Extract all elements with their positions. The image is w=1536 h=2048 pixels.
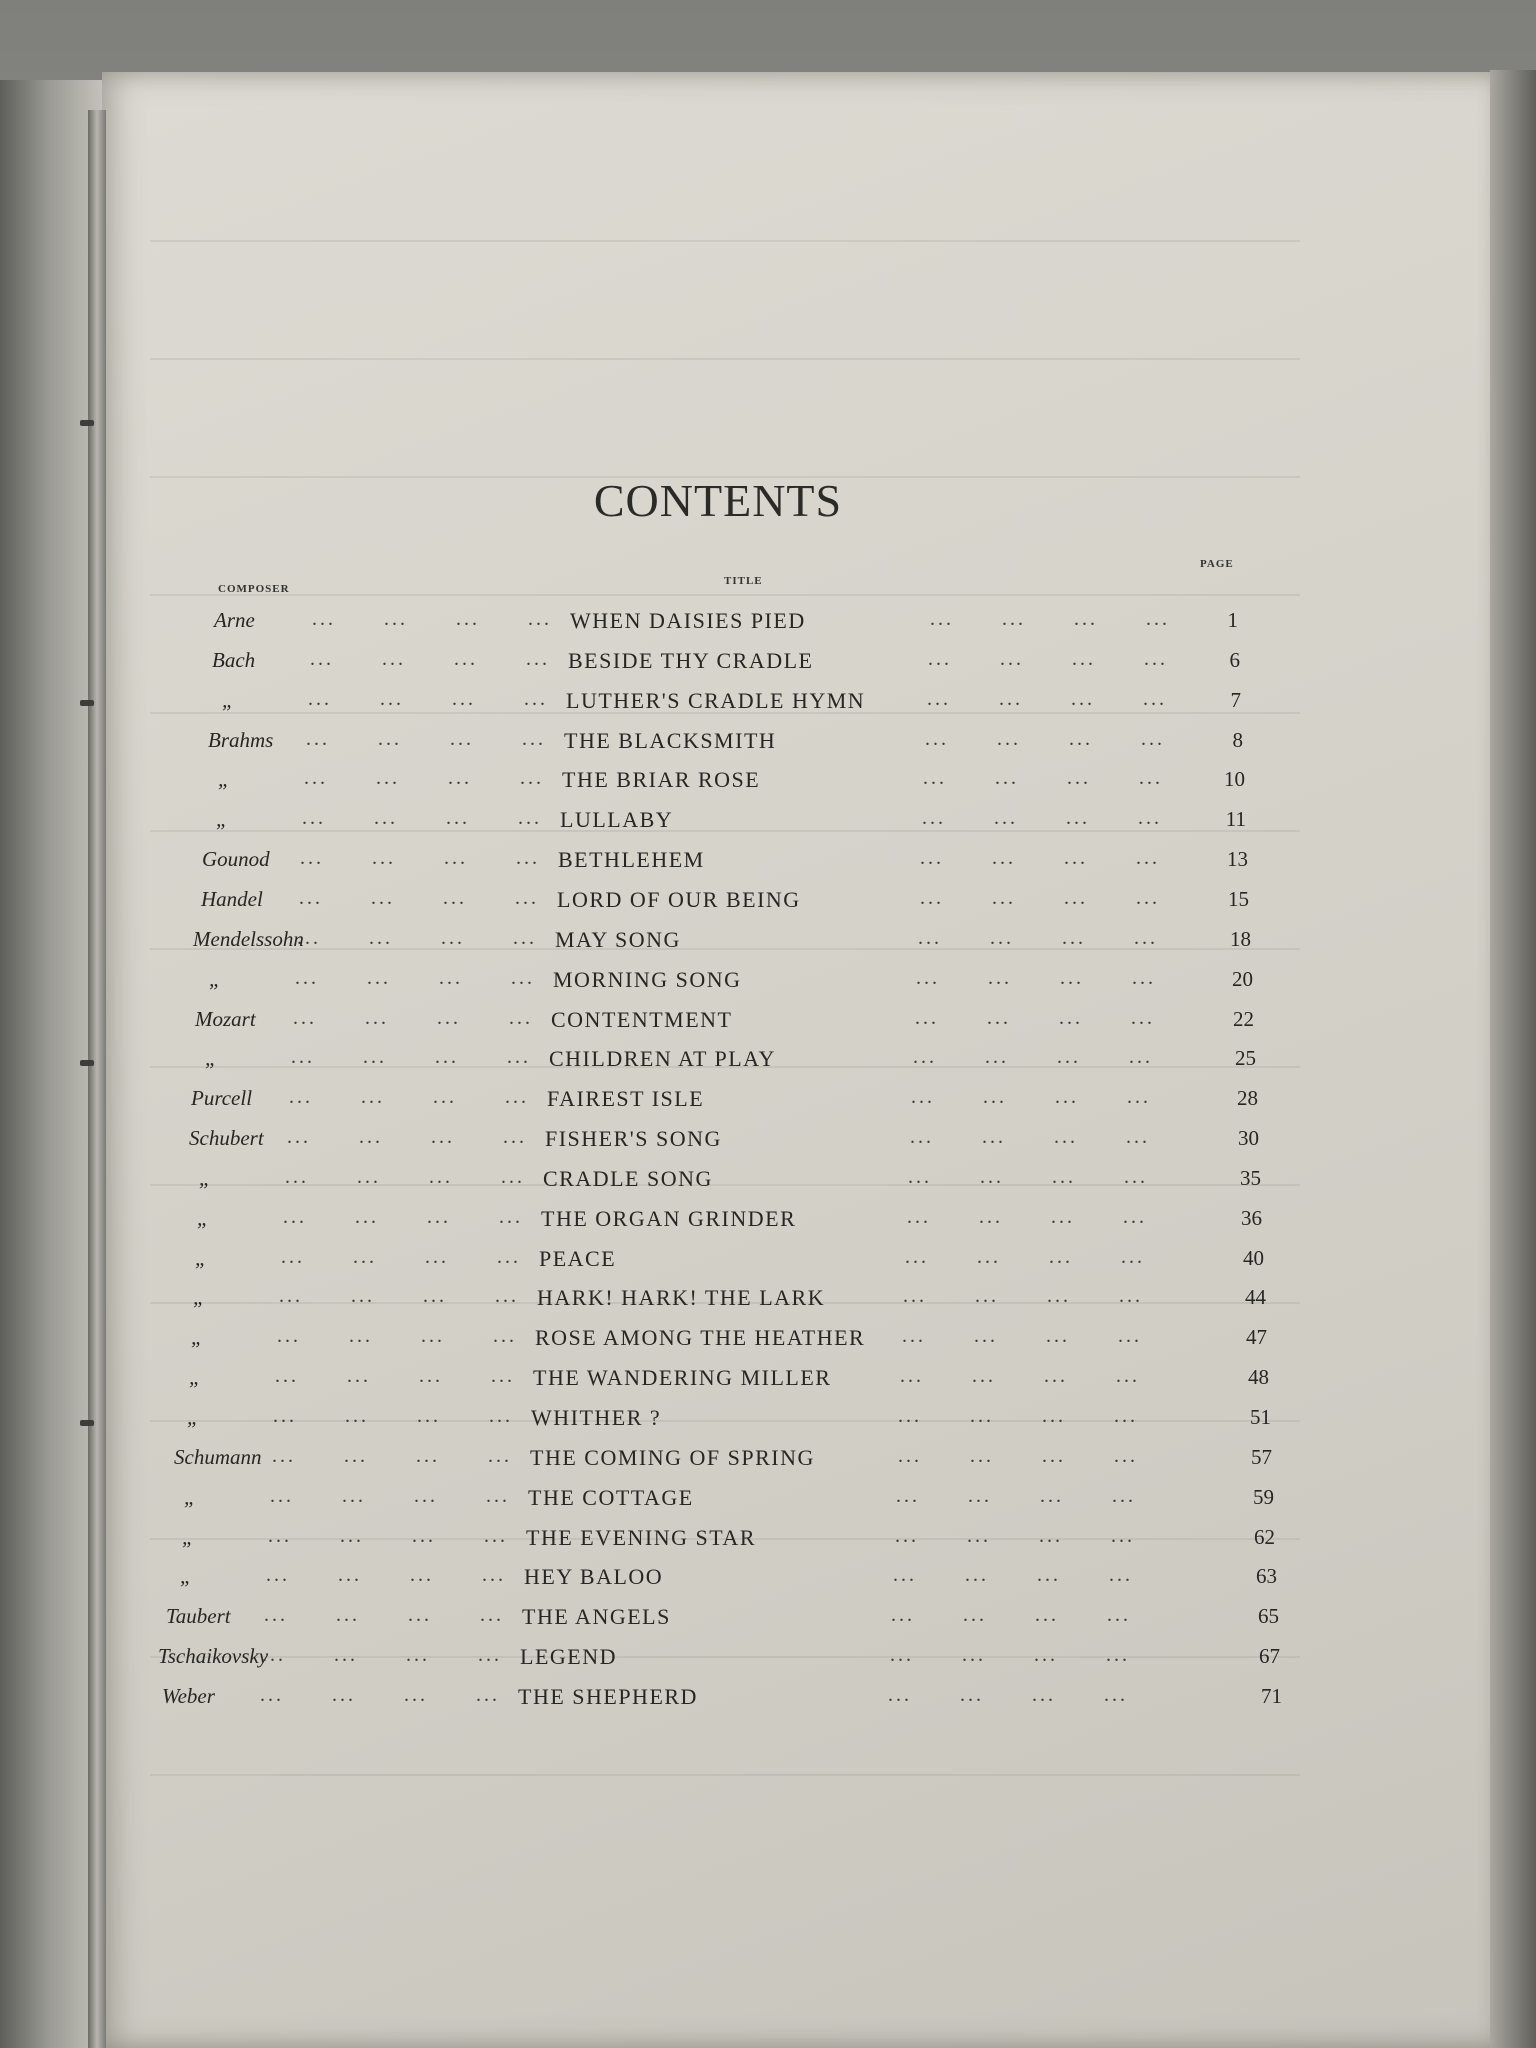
song-title: HEY BALOO — [524, 1564, 664, 1589]
title-column-header: TITLE — [724, 575, 763, 587]
song-title: MAY SONG — [555, 927, 681, 952]
toc-row — [0, 1365, 1500, 1399]
song-title: PEACE — [539, 1246, 617, 1271]
leader-dots: ... ... ... ... — [270, 1485, 510, 1507]
page-number: 28 — [1237, 1086, 1258, 1110]
page-number: 59 — [1253, 1485, 1274, 1509]
leader-dots: ... ... ... ... — [306, 728, 546, 750]
page-number: 8 — [1232, 728, 1243, 752]
composer-name: „ — [199, 1166, 211, 1190]
leader-dots: ... ... ... ... — [911, 1086, 1151, 1108]
composer-name: Schumann — [174, 1445, 262, 1469]
page-number: 51 — [1250, 1405, 1271, 1429]
toc-row — [0, 807, 1500, 841]
leader-dots: ... ... ... ... — [260, 1684, 500, 1706]
toc-row — [0, 927, 1500, 961]
song-title: CONTENTMENT — [551, 1007, 733, 1032]
song-title: WHITHER ? — [531, 1405, 662, 1430]
composer-name: „ — [182, 1525, 194, 1549]
toc-row — [0, 1007, 1500, 1041]
composer-name: „ — [191, 1325, 203, 1349]
leader-dots: ... ... ... ... — [903, 1285, 1143, 1307]
composer-name: „ — [187, 1405, 199, 1429]
leader-dots: ... ... ... ... — [275, 1365, 515, 1387]
leader-dots: ... ... ... ... — [272, 1445, 512, 1467]
binding-stitch — [80, 420, 94, 426]
song-title: THE ANGELS — [522, 1604, 671, 1629]
leader-dots: ... ... ... ... — [304, 767, 544, 789]
page-number: 35 — [1240, 1166, 1261, 1190]
toc-row — [0, 1485, 1500, 1519]
leader-dots: ... ... ... ... — [283, 1206, 523, 1228]
toc-row — [0, 1445, 1500, 1479]
composer-name: Arne — [214, 608, 255, 632]
page-number: 13 — [1227, 847, 1248, 871]
toc-row — [0, 1525, 1500, 1559]
composer-name: Purcell — [191, 1086, 253, 1110]
leader-dots: ... ... ... ... — [922, 807, 1162, 829]
leader-dots: ... ... ... ... — [302, 807, 542, 829]
page-number: 22 — [1233, 1007, 1254, 1031]
toc-row — [0, 1166, 1500, 1200]
toc-row — [0, 1684, 1500, 1718]
song-title: BETHLEHEM — [558, 847, 705, 872]
composer-column-header: COMPOSER — [218, 583, 290, 595]
page-number: 44 — [1245, 1285, 1266, 1309]
leader-dots: ... ... ... ... — [299, 887, 539, 909]
composer-name: „ — [189, 1365, 201, 1389]
composer-name: „ — [222, 688, 234, 712]
page-number: 6 — [1229, 648, 1240, 672]
song-title: THE ORGAN GRINDER — [541, 1206, 797, 1231]
toc-row — [0, 1126, 1500, 1160]
song-title: FISHER'S SONG — [545, 1126, 722, 1151]
leader-dots: ... ... ... ... — [913, 1046, 1153, 1068]
leader-dots: ... ... ... ... — [916, 967, 1156, 989]
toc-row — [0, 1046, 1500, 1080]
song-title: THE COTTAGE — [528, 1485, 694, 1510]
page-number: 10 — [1224, 767, 1245, 791]
leader-dots: ... ... ... ... — [300, 847, 540, 869]
song-title: LULLABY — [560, 807, 674, 832]
leader-dots: ... ... ... ... — [898, 1445, 1138, 1467]
song-title: THE EVENING STAR — [526, 1525, 756, 1550]
page-column-header: PAGE — [1200, 558, 1234, 570]
leader-dots: ... ... ... ... — [289, 1086, 529, 1108]
leader-dots: ... ... ... ... — [915, 1007, 1155, 1029]
leader-dots: ... ... ... ... — [923, 767, 1163, 789]
composer-name: „ — [205, 1046, 217, 1070]
leader-dots: ... ... ... ... — [928, 648, 1168, 670]
song-title: LUTHER'S CRADLE HYMN — [566, 688, 866, 713]
toc-row — [0, 608, 1500, 642]
toc-row — [0, 767, 1500, 801]
leader-dots: ... ... ... ... — [287, 1126, 527, 1148]
song-title: CHILDREN AT PLAY — [549, 1046, 776, 1071]
page-number: 25 — [1235, 1046, 1256, 1070]
page-number: 57 — [1251, 1445, 1272, 1469]
toc-row — [0, 1325, 1500, 1359]
composer-name: „ — [193, 1285, 205, 1309]
song-title: ROSE AMONG THE HEATHER — [535, 1325, 866, 1350]
leader-dots: ... ... ... ... — [927, 688, 1167, 710]
composer-name: Gounod — [202, 847, 270, 871]
leader-dots: ... ... ... ... — [893, 1564, 1133, 1586]
composer-name: Bach — [212, 648, 256, 672]
leader-dots: ... ... ... ... — [297, 927, 537, 949]
leader-dots: ... ... ... ... — [291, 1046, 531, 1068]
composer-name: Schubert — [189, 1126, 264, 1150]
leader-dots: ... ... ... ... — [281, 1246, 521, 1268]
page-number: 67 — [1259, 1644, 1280, 1668]
toc-row — [0, 1246, 1500, 1280]
page-number: 18 — [1230, 927, 1251, 951]
leader-dots: ... ... ... ... — [925, 728, 1165, 750]
leader-dots: ... ... ... ... — [262, 1644, 502, 1666]
leader-dots: ... ... ... ... — [908, 1166, 1148, 1188]
leader-dots: ... ... ... ... — [890, 1644, 1130, 1666]
composer-name: „ — [216, 807, 228, 831]
composer-name: Handel — [201, 887, 263, 911]
leader-dots: ... ... ... ... — [900, 1365, 1140, 1387]
leader-dots: ... ... ... ... — [268, 1525, 508, 1547]
show-through-stave — [150, 1774, 1300, 1776]
leader-dots: ... ... ... ... — [918, 927, 1158, 949]
leader-dots: ... ... ... ... — [910, 1126, 1150, 1148]
page-number: 1 — [1227, 608, 1238, 632]
leader-dots: ... ... ... ... — [293, 1007, 533, 1029]
song-title: LEGEND — [520, 1644, 617, 1669]
leader-dots: ... ... ... ... — [295, 967, 535, 989]
page-number: 71 — [1261, 1684, 1282, 1708]
show-through-stave — [150, 358, 1300, 360]
leader-dots: ... ... ... ... — [896, 1485, 1136, 1507]
composer-name: „ — [180, 1564, 192, 1588]
page-number: 36 — [1241, 1206, 1262, 1230]
leader-dots: ... ... ... ... — [930, 608, 1170, 630]
toc-row — [0, 1564, 1500, 1598]
toc-row — [0, 728, 1500, 762]
page-number: 20 — [1232, 967, 1253, 991]
toc-row — [0, 1285, 1500, 1319]
leader-dots: ... ... ... ... — [891, 1604, 1131, 1626]
composer-name: „ — [197, 1206, 209, 1230]
page-number: 47 — [1246, 1325, 1267, 1349]
composer-name: Mendelssohn — [193, 927, 304, 951]
show-through-stave — [150, 594, 1300, 596]
page-number: 63 — [1256, 1564, 1277, 1588]
composer-name: Taubert — [166, 1604, 231, 1628]
song-title: LORD OF OUR BEING — [557, 887, 801, 912]
toc-row — [0, 1644, 1500, 1678]
toc-row — [0, 1405, 1500, 1439]
song-title: WHEN DAISIES PIED — [570, 608, 806, 633]
toc-row — [0, 648, 1500, 682]
page-number: 15 — [1228, 887, 1249, 911]
leader-dots: ... ... ... ... — [310, 648, 550, 670]
song-title: FAIREST ISLE — [547, 1086, 705, 1111]
composer-name: Brahms — [208, 728, 274, 752]
leader-dots: ... ... ... ... — [907, 1206, 1147, 1228]
toc-row — [0, 1206, 1500, 1240]
page-number: 62 — [1254, 1525, 1275, 1549]
page-number: 48 — [1248, 1365, 1269, 1389]
page-number: 30 — [1238, 1126, 1259, 1150]
song-title: THE BLACKSMITH — [564, 728, 777, 753]
leader-dots: ... ... ... ... — [905, 1246, 1145, 1268]
leader-dots: ... ... ... ... — [898, 1405, 1138, 1427]
page-number: 65 — [1258, 1604, 1279, 1628]
leader-dots: ... ... ... ... — [312, 608, 552, 630]
song-title: THE SHEPHERD — [518, 1684, 698, 1709]
composer-name: Weber — [162, 1684, 215, 1708]
leader-dots: ... ... ... ... — [895, 1525, 1135, 1547]
leader-dots: ... ... ... ... — [902, 1325, 1142, 1347]
leader-dots: ... ... ... ... — [888, 1684, 1128, 1706]
leader-dots: ... ... ... ... — [266, 1564, 506, 1586]
toc-row — [0, 1086, 1500, 1120]
toc-row — [0, 847, 1500, 881]
show-through-stave — [150, 240, 1300, 242]
song-title: CRADLE SONG — [543, 1166, 713, 1191]
song-title: THE WANDERING MILLER — [533, 1365, 832, 1390]
leader-dots: ... ... ... ... — [264, 1604, 504, 1626]
composer-name: Tschaikovsky — [158, 1644, 269, 1668]
leader-dots: ... ... ... ... — [920, 887, 1160, 909]
page-number: 7 — [1230, 688, 1241, 712]
leader-dots: ... ... ... ... — [308, 688, 548, 710]
toc-row — [0, 967, 1500, 1001]
page-number: 40 — [1243, 1246, 1264, 1270]
page-number: 11 — [1225, 807, 1246, 831]
song-title: THE BRIAR ROSE — [562, 767, 761, 792]
leader-dots: ... ... ... ... — [273, 1405, 513, 1427]
leader-dots: ... ... ... ... — [279, 1285, 519, 1307]
composer-name: „ — [195, 1246, 207, 1270]
toc-row — [0, 688, 1500, 722]
leader-dots: ... ... ... ... — [920, 847, 1160, 869]
toc-row — [0, 887, 1500, 921]
song-title: BESIDE THY CRADLE — [568, 648, 814, 673]
leader-dots: ... ... ... ... — [277, 1325, 517, 1347]
leader-dots: ... ... ... ... — [285, 1166, 525, 1188]
page-title: CONTENTS — [593, 475, 843, 526]
composer-name: „ — [209, 967, 221, 991]
song-title: MORNING SONG — [553, 967, 742, 992]
song-title: HARK! HARK! THE LARK — [537, 1285, 826, 1310]
composer-name: „ — [218, 767, 230, 791]
toc-row — [0, 1604, 1500, 1638]
composer-name: „ — [184, 1485, 196, 1509]
composer-name: Mozart — [195, 1007, 256, 1031]
song-title: THE COMING OF SPRING — [530, 1445, 815, 1470]
